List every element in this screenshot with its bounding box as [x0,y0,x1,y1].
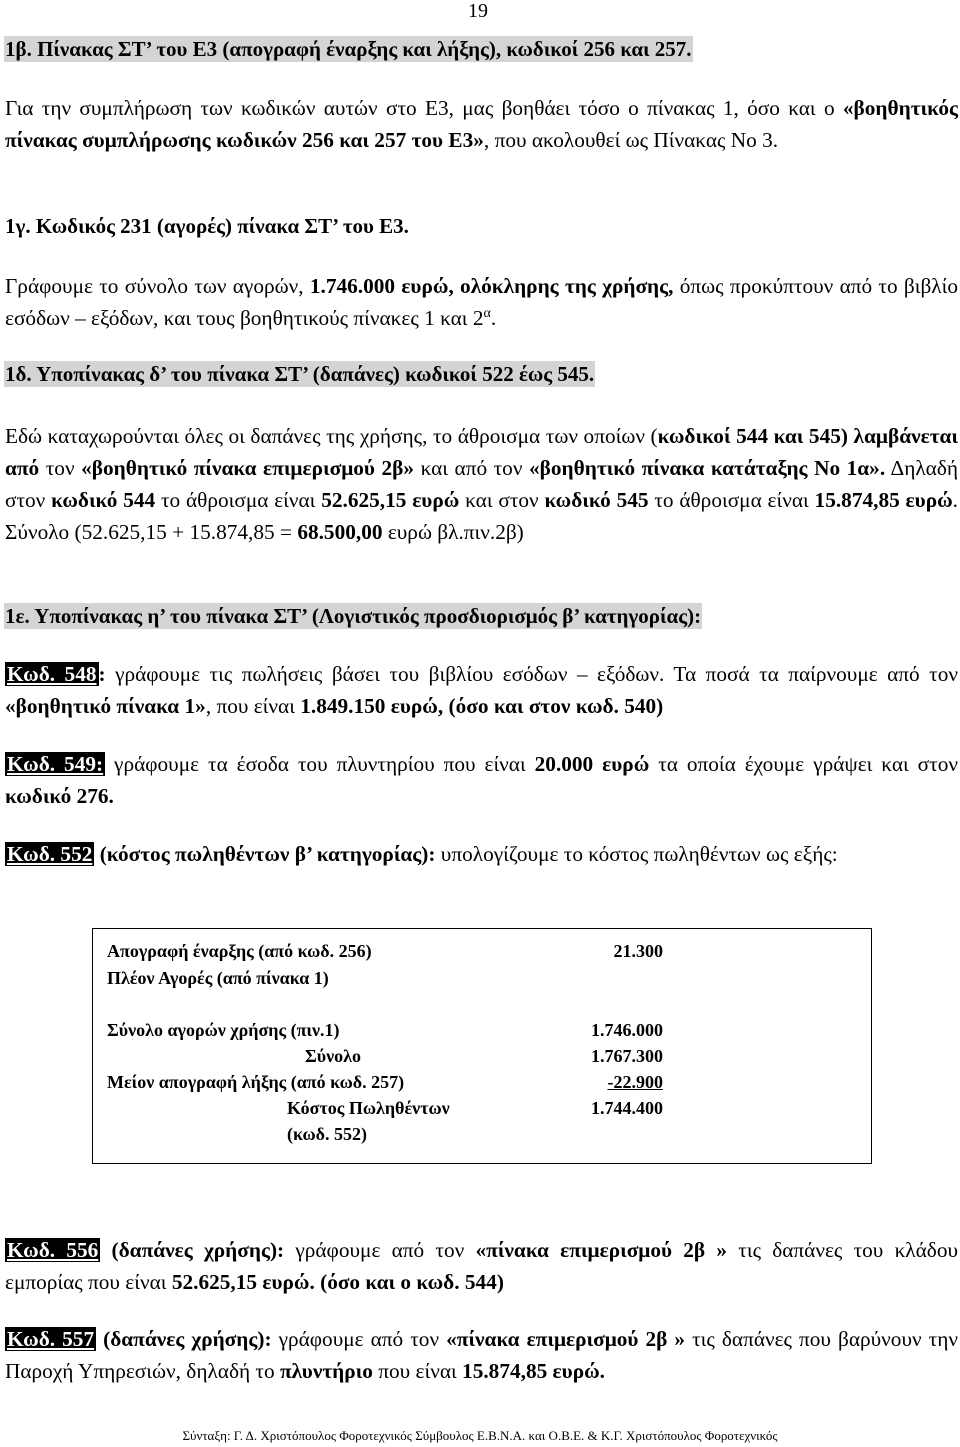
paragraph-code-557: Κωδ. 557 (δαπάνες χρήσης): γράφουμε από τον «πίνακα επιμερισμού 2β » τις δαπάνες που βαρύνουν την Παροχή Υπηρεσιών, δηλαδή το πλυντήριο που είναι 15.874,85 ευρώ. [5,1327,958,1383]
code-label-552: Κωδ. 552 [7,842,93,866]
page-footer: Σύνταξη: Γ. Δ. Χριστόπουλος Φοροτεχνικός Σύμβουλος Ε.Β.Ν.Α. και Ο.Β.Ε. & Κ.Γ. Χριστόπουλος Φοροτεχνικός [182,1428,778,1443]
paragraph-1b: Για την συμπλήρωση των κωδικών αυτών στο Ε3, μας βοηθάει τόσο ο πίνακας 1, όσο και ο «βοηθητικός πίνακας συμπλήρωσης κωδικών 256 και 257 του Ε3», που ακολουθεί ως Πίνακας Νο 3. [5,96,958,152]
heading-1e: 1ε. Υποπίνακας η’ του πίνακα ΣΤ’ (Λογιστικός προσδιορισμός β’ κατηγορίας): [5,604,702,628]
code-label-557: Κωδ. 557 [7,1327,95,1351]
heading-1g: 1γ. Κωδικός 231 (αγορές) πίνακα ΣΤ’ του Ε3. [5,214,409,238]
box-row-label: Μείον απογραφή λήξης (από κωδ. 257) [107,1072,405,1092]
paragraph-code-552: Κωδ. 552 (κόστος πωληθέντων β’ κατηγορίας): υπολογίζουμε το κόστος πωληθέντων ως εξής: [7,842,838,866]
cost-of-sales-box [92,928,872,1164]
box-row-label: Σύνολο αγορών χρήσης (πιν.1) [107,1020,340,1040]
box-row-value: 1.767.300 [591,1046,663,1066]
box-row-value: 1.746.000 [591,1020,663,1040]
paragraph-1d: Εδώ καταχωρούνται όλες οι δαπάνες της χρήσης, το άθροισμα των οποίων (κωδικοί 544 και 545) λαμβάνεται από τον «βοηθητικό πίνακα επιμερισμού 2β» και από τον «βοηθητικό πίνακα κατάταξης Νο 1α». Δηλαδή στον κωδικό 544 το άθροισμα είναι 52.625,15 ευρώ και στον κωδικό 545 το άθροισμα είναι 15.874,85 ευρώ. Σύνολο (52.625,15 + 15.874,85 = 68.500,00 ευρώ βλ.πιν.2β) [5,424,959,544]
heading-1b: 1β. Πίνακας ΣΤ’ του Ε3 (απογραφή έναρξης και λήξης), κωδικοί 256 και 257. [5,37,692,61]
box-row-label: Πλέον Αγορές (από πίνακα 1) [107,968,329,988]
code-label-556: Κωδ. 556 [7,1238,99,1262]
paragraph-code-549: Κωδ. 549: γράφουμε τα έσοδα του πλυντηρίου που είναι 20.000 ευρώ τα οποία έχουμε γράψει και στον κωδικό 276. [5,752,958,808]
paragraph-code-556: Κωδ. 556 (δαπάνες χρήσης): γράφουμε από τον «πίνακα επιμερισμού 2β » τις δαπάνες του κλάδου εμπορίας που είναι 52.625,15 ευρώ. (όσο και ο κωδ. 544) [5,1238,959,1294]
box-row-value: 21.300 [613,941,663,961]
paragraph-1g: Γράφουμε το σύνολο των αγορών, 1.746.000 ευρώ, ολόκληρης της χρήσης, όπως προκύπτουν από το βιβλίο εσόδων – εξόδων, και τους βοηθητικούς πίνακες 1 και $2^\alpha$. [5,274,958,330]
box-row-label: (κωδ. 552) [287,1124,367,1144]
box-row-value: 1.744.400 [591,1098,663,1118]
box-row-label: Απογραφή έναρξης (από κωδ. 256) [107,941,372,961]
box-row-label: Σύνολο [305,1046,361,1066]
code-label-549: Κωδ. 549: [7,752,104,776]
box-row-value: -22.900 [607,1072,663,1092]
page-number: 19 [468,0,488,22]
heading-1d: 1δ. Υποπίνακας δ’ του πίνακα ΣΤ’ (δαπάνες) κωδικοί 522 έως 545. [5,362,595,386]
code-label-548: Κωδ. 548 [7,662,97,686]
paragraph-code-548: Κωδ. 548: γράφουμε τις πωλήσεις βάσει του βιβλίου εσόδων – εξόδων. Τα ποσά τα παίρνουμε από τον «βοηθητικό πίνακα 1», που είναι 1.849.150 ευρώ, (όσο και στον κωδ. 540) [5,662,959,718]
box-row-label: Κόστος Πωληθέντων [287,1098,450,1118]
